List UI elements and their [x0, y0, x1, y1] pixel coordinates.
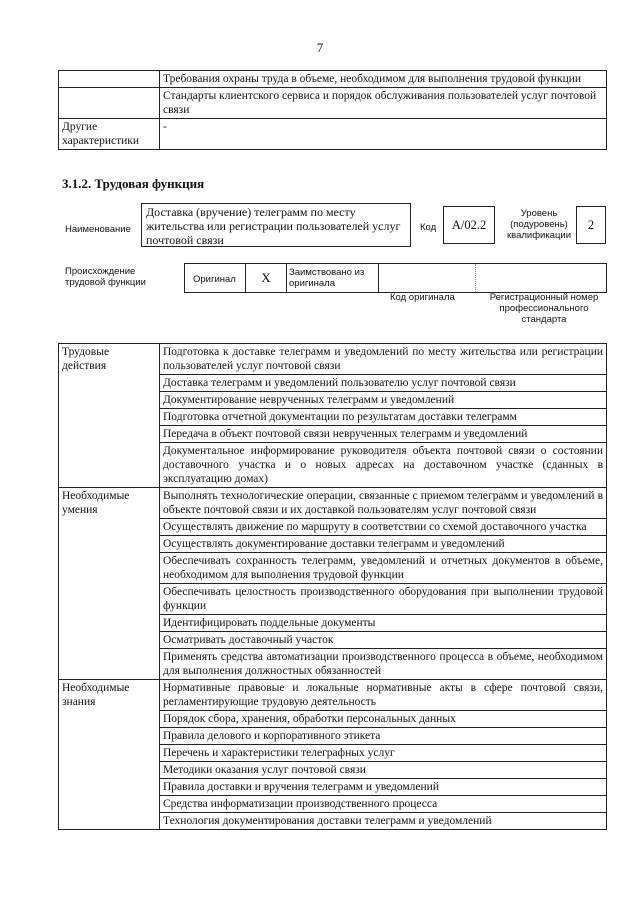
top-table-label — [59, 88, 160, 119]
table-row: Документальное информирование руководителя объекта почтовой связи о состоянии доставочного участка и о новых адресах на доставочном участке (сданных в эксплуатацию домах) — [160, 443, 607, 488]
table-row: Нормативные правовые и локальные нормативные акты в сфере почтовой связи, регламентирующие трудовую деятельность — [160, 680, 607, 711]
table-row: Технология документирования доставки телеграмм и уведомлений — [160, 813, 607, 830]
table-row: Передача в объект почтовой связи неврученных телеграмм и уведомлений — [160, 426, 607, 443]
code-box: А/02.2 — [443, 206, 495, 244]
origin-row — [184, 263, 607, 293]
table-row: Порядок сбора, хранения, обработки персональных данных — [160, 711, 607, 728]
table-row: Методики оказания услуг почтовой связи — [160, 762, 607, 779]
table-row: Выполнять технологические операции, связанные с приемом телеграмм и уведомлений в объекте почтовой связи и их доставкой пользователям услуг почтовой связи — [160, 488, 607, 519]
name-label: Наименование — [65, 224, 131, 235]
top-table-value: - — [160, 119, 607, 150]
table-row: Осматривать доставочный участок — [160, 632, 607, 649]
top-table-value: Требования охраны труда в объеме, необходимом для выполнения трудовой функции — [160, 71, 607, 88]
group-label: Необходимые умения — [59, 488, 160, 680]
level-label: Уровень (подуровень) квалификации — [506, 208, 572, 241]
table-row: Идентифицировать поддельные документы — [160, 615, 607, 632]
group-label: Трудовые действия — [59, 344, 160, 488]
top-table-value: Стандарты клиентского сервиса и порядок обслуживания пользователей услуг почтовой связи — [160, 88, 607, 119]
table-row: Осуществлять документирование доставки телеграмм и уведомлений — [160, 536, 607, 553]
table-row: Применять средства автоматизации производственного процесса в объеме, необходимом для выполнения должностных обязанностей — [160, 649, 607, 680]
divider — [475, 264, 476, 292]
table-row: Доставка телеграмм и уведомлений пользователю услуг почтовой связи — [160, 375, 607, 392]
table-row: Документирование неврученных телеграмм и уведомлений — [160, 392, 607, 409]
table-row: Перечень и характеристики телеграфных услуг — [160, 745, 607, 762]
group-label: Необходимые знания — [59, 680, 160, 830]
reg-number-caption: Регистрационный номер профессионального стандарта — [489, 292, 599, 325]
borrowed-label: Заимствовано из оригинала — [289, 267, 365, 289]
table-row: Подготовка отчетной документации по результатам доставки телеграмм — [160, 409, 607, 426]
table-row: Обеспечивать сохранность телеграмм, уведомлений и отчетных документов в объеме, необходимом для выполнения трудовой функции — [160, 553, 607, 584]
table-row: Правила доставки и вручения телеграмм и уведомлений — [160, 779, 607, 796]
code-original-caption: Код оригинала — [390, 292, 455, 303]
code-label: Код — [420, 222, 437, 233]
function-name-box: Доставка (вручение) телеграмм по месту жительства или регистрации пользователей услуг почтовой связи — [141, 203, 411, 247]
page-number: 7 — [316, 40, 324, 55]
main-table — [58, 343, 607, 830]
top-table — [58, 70, 607, 150]
table-row: Правила делового и корпоративного этикета — [160, 728, 607, 745]
original-label: Оригинал — [193, 274, 236, 285]
origin-label: Происхождение трудовой функции — [65, 266, 146, 288]
divider — [378, 264, 379, 292]
table-row: Обеспечивать целостность производственного оборудования при выполнении трудовой функции — [160, 584, 607, 615]
original-mark: X — [245, 264, 287, 292]
top-table-label: Другие характеристики — [59, 119, 160, 150]
table-row: Подготовка к доставке телеграмм и уведомлений по месту жительства или регистрации пользователей услуг почтовой связи — [160, 344, 607, 375]
section-title: 3.1.2. Трудовая функция — [62, 176, 205, 191]
table-row: Осуществлять движение по маршруту в соответствии со схемой доставочного участка — [160, 519, 607, 536]
level-box: 2 — [576, 206, 606, 244]
top-table-label — [59, 71, 160, 88]
table-row: Средства информатизации производственного процесса — [160, 796, 607, 813]
